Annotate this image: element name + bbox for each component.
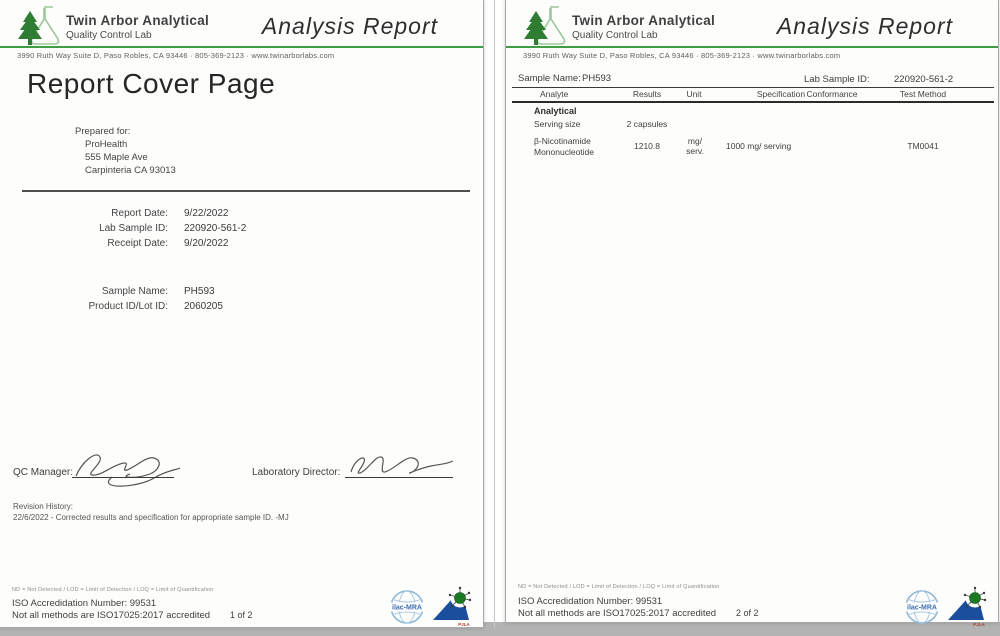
sample-name-value: PH593 [582,73,612,84]
analyte-cell: β-Nicotinamide Mononucleotide [534,136,595,157]
report-title: Analysis Report [261,13,438,39]
ilac-mra-label: ilac-MRA [392,604,422,612]
page-number: 2 of 2 [736,608,759,618]
lab-sample-id-label: Lab Sample ID: [804,74,870,85]
col-test-method: Test Method [899,89,947,99]
field-report-date: Report Date: 9/22/2022 [111,208,229,219]
abbreviation-legend: ND = Not Detected / LOD = Limit of Detection / LOQ = Limit of Quantification [518,584,720,590]
cover-page-title: Report Cover Page [27,68,276,99]
page-number: 1 of 2 [230,610,253,620]
lab-director-signature-line [345,477,453,478]
page-edge-shadow [494,0,495,628]
results-cell: 1210.8 [634,141,660,151]
pjla-logo [946,585,988,627]
pjla-logo [431,585,473,627]
ilac-mra-logo [904,589,940,625]
flask-tree-logo-icon [17,5,63,47]
client-name: ProHealth [85,139,128,150]
col-conformance: Conformance [806,89,858,99]
client-address-line2: Carpinteria CA 93013 [85,165,176,176]
prepared-for-label: Prepared for: [75,126,131,137]
report-title: Analysis Report [776,13,953,39]
report-cover-page [0,0,484,628]
qc-manager-signature-line [72,477,174,478]
ilac-mra-logo [389,589,425,625]
lab-director-signature [345,448,457,480]
qc-manager-signature [72,444,184,492]
prepared-for-block [75,125,176,177]
company-name: Twin Arbor Analytical [66,13,210,28]
company-subtitle: Quality Control Lab [66,30,152,41]
abbreviation-legend: ND = Not Detected / LOD = Limit of Detection / LOQ = Limit of Quantification [12,587,214,593]
revision-history-entry: 22/6/2022 - Corrected results and specification for appropriate sample ID. -MJ [13,513,289,522]
field-product-id: Product ID/Lot ID: 2060205 [88,301,223,312]
results-cell: 2 capsules [626,119,668,129]
table-section-label: Analytical [534,106,577,116]
iso-accreditation-number: ISO Accredidation Number: 99531 [518,596,663,607]
qc-manager-label: QC Manager: [13,467,74,478]
analyte-cell: Serving size [534,119,581,129]
col-results: Results [632,89,662,99]
company-name: Twin Arbor Analytical [572,13,716,28]
ilac-mra-label: ilac-MRA [907,604,937,612]
pjla-label: PJLA [458,622,470,627]
iso-disclaimer: Not all methods are ISO17025:2017 accredited [518,608,717,619]
iso-accreditation-number: ISO Accredidation Number: 99531 [12,598,157,609]
unit-cell: mg/ serv. [686,136,704,156]
col-analyte: Analyte [540,89,569,99]
client-address-line1: 555 Maple Ave [85,152,148,163]
revision-history-label: Revision History: [13,502,74,511]
cover-divider [22,190,470,192]
results-table-header [512,89,994,103]
field-sample-name: Sample Name: PH593 [101,286,215,297]
lab-director-label: Laboratory Director: [252,467,341,478]
company-address: 3990 Ruth Way Suite D, Paso Robles, CA 93446 · 805-369-2123 · www.twinarborlabs.com [17,51,335,60]
pjla-label: PJLA [973,622,985,627]
header-rule [506,46,998,48]
specification-cell: 1000 mg/ serving [726,141,792,151]
company-address: 3990 Ruth Way Suite D, Paso Robles, CA 93446 · 805-369-2123 · www.twinarborlabs.com [523,51,841,60]
field-lab-sample-id: Lab Sample ID: 220920-561-2 [99,223,247,234]
field-receipt-date: Receipt Date: 9/20/2022 [107,238,229,249]
flask-tree-logo-icon [523,5,569,47]
sample-name-label: Sample Name: [518,73,581,84]
lab-sample-id-value: 220920-561-2 [894,74,954,85]
iso-disclaimer: Not all methods are ISO17025:2017 accredited [12,610,211,621]
report-fields [0,206,340,314]
sample-summary-row [512,72,994,88]
analysis-results-page [505,0,999,627]
col-unit: Unit [686,89,702,99]
header-rule [0,46,483,48]
company-subtitle: Quality Control Lab [572,30,658,41]
test-method-cell: TM0041 [907,141,939,151]
col-specification: Specification [756,89,806,99]
